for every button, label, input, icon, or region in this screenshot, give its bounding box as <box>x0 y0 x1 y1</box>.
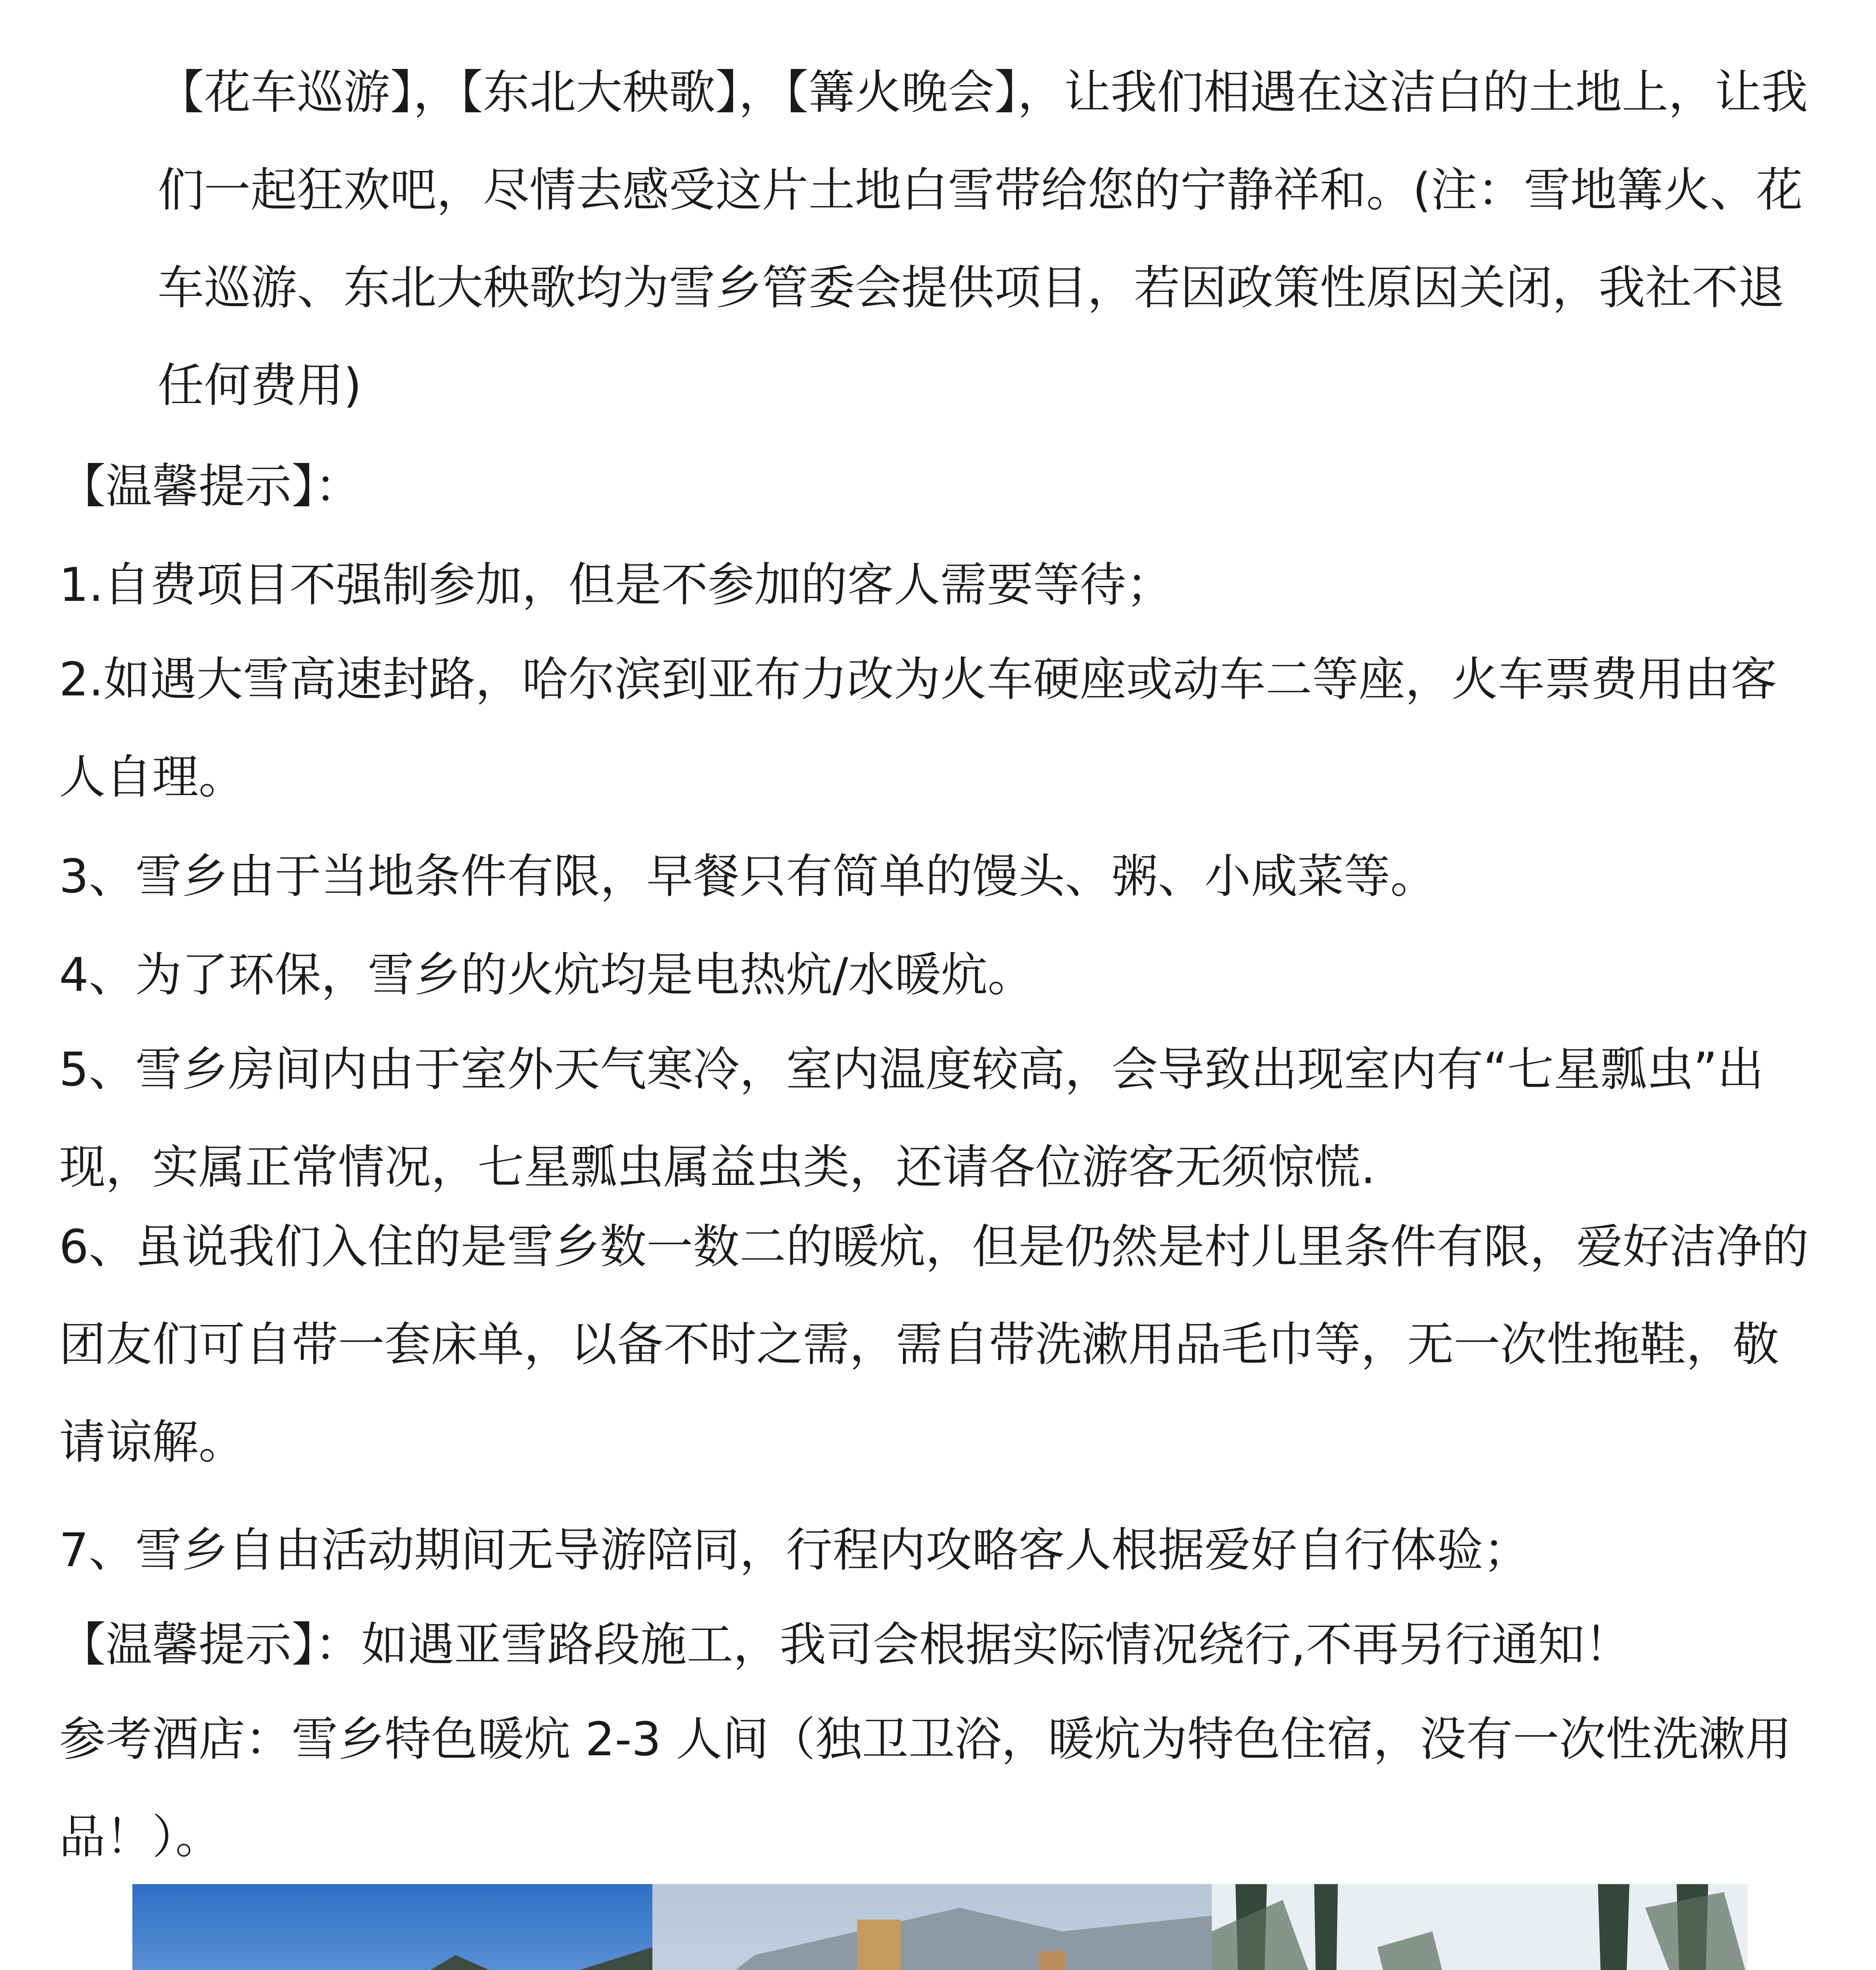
tip-item-1: 1.自费项目不强制参加，但是不参加的客人需要等待； <box>59 558 1173 612</box>
tip-item-7: 7、雪乡自由活动期间无导游陪同，行程内攻略客人根据爱好自行体验； <box>59 1523 1530 1577</box>
tip-item-4: 4、为了环保，雪乡的火炕均是电热炕/水暖炕。 <box>59 948 1034 1002</box>
tip-item-6: 6、虽说我们入住的是雪乡数一数二的暖炕，但是仍然是村儿里条件有限，爱好洁净的团友们可自带一套床单，以备不时之需，需自带洗漱用品毛巾等，无一次性拖鞋，敬请谅解。 <box>59 1219 1809 1469</box>
photo-strip <box>132 1884 1748 1970</box>
tips-heading: 【温馨提示】： <box>59 459 362 513</box>
log-cabin-photo <box>652 1884 1212 1970</box>
reference-hotel: 参考酒店：雪乡特色暖炕 2-3 人间（独卫卫浴，暖炕为特色住宿，没有一次性洗漱用品！）。 <box>59 1712 1792 1864</box>
tip-item-2: 2.如遇大雪高速封路，哈尔滨到亚布力改为火车硬座或动车二等座，火车票费用由客人自理。 <box>59 652 1777 804</box>
snow-village-street-photo <box>132 1884 652 1970</box>
snowy-boardwalk-photo <box>1212 1884 1748 1970</box>
intro-paragraph: 【花车巡游】，【东北大秧歌】，【篝火晚会】，让我们相遇在这洁白的土地上，让我们一起狂欢吧，尽情去感受这片土地白雪带给您的宁静祥和。(注：雪地篝火、花车巡游、东北大秧歌均为雪乡管委会提供项目，若因政策性原因关闭，我社不退任何费用) <box>158 65 1808 413</box>
tip-item-3: 3、雪乡由于当地条件有限，早餐只有简单的馒头、粥、小咸菜等。 <box>59 849 1437 903</box>
road-notice: 【温馨提示】：如遇亚雪路段施工，我司会根据实际情况绕行,不再另行通知！ <box>59 1617 1631 1672</box>
tip-item-5: 5、雪乡房间内由于室外天气寒冷，室内温度较高，会导致出现室内有“七星瓢虫”出现，实属正常情况，七星瓢虫属益虫类，还请各位游客无须惊慌. <box>59 1042 1764 1194</box>
